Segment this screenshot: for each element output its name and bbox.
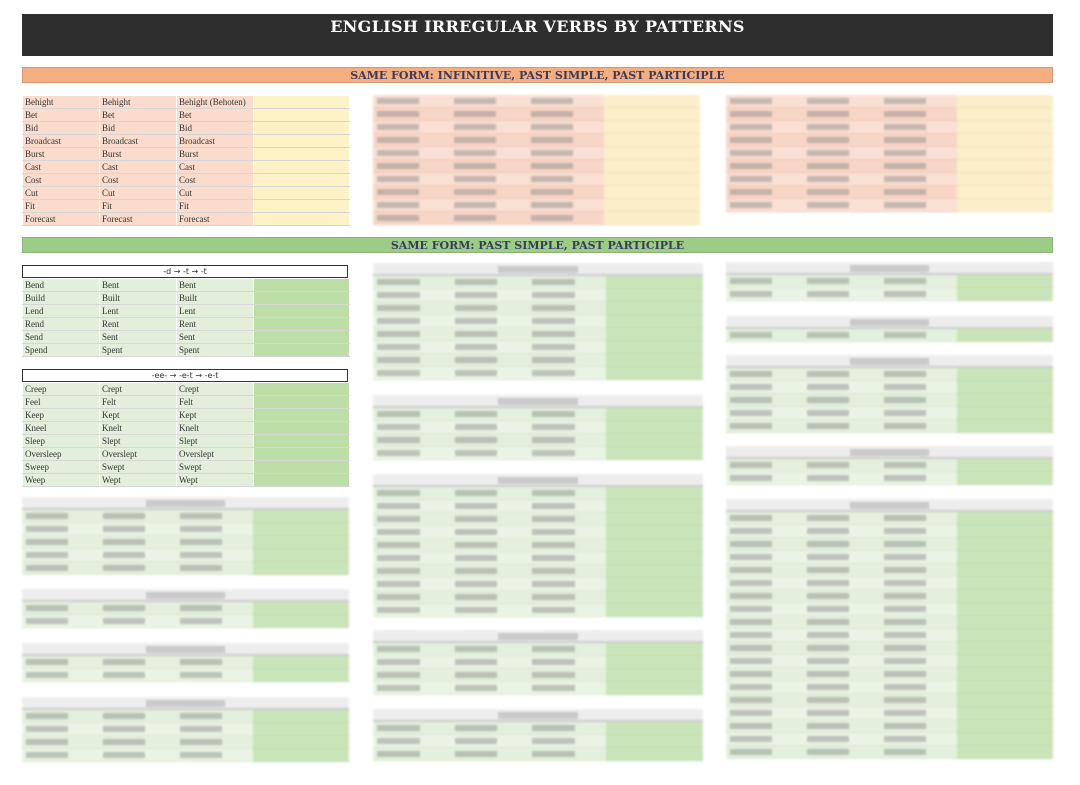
blurred-verb-table — [22, 497, 349, 579]
table-row: Burst Burst Burst — [23, 148, 350, 161]
table-row: Broadcast Broadcast Broadcast — [23, 135, 350, 148]
table-row: Cost Cost Cost — [23, 174, 350, 187]
blurred-verb-table — [22, 697, 349, 763]
table-row: Lend Lent Lent — [23, 305, 350, 318]
table-row: Sweep Swept Swept — [23, 461, 350, 474]
blurred-verb-table — [726, 499, 1053, 763]
table-row: Feel Felt Felt — [23, 396, 350, 409]
section-header-same-past-forms: SAME FORM: PAST SIMPLE, PAST PARTICIPLE — [22, 237, 1053, 253]
table-row: Send Sent Sent — [23, 331, 350, 344]
table-row: Fit Fit Fit — [23, 200, 350, 213]
table-row: Build Built Built — [23, 292, 350, 305]
page-title: ENGLISH IRREGULAR VERBS BY PATTERNS — [22, 14, 1053, 56]
blurred-verb-table — [373, 709, 703, 763]
blurred-verb-table — [726, 355, 1053, 435]
blurred-verb-table — [22, 589, 349, 631]
blurred-verb-table — [726, 95, 1053, 212]
section-header-same-all-forms: SAME FORM: INFINITIVE, PAST SIMPLE, PAST PARTICIPLE — [22, 67, 1053, 83]
table-row: Cast Cast Cast — [23, 161, 350, 174]
verb-table-same-all-forms — [22, 95, 350, 226]
table-row: Weep Wept Wept — [23, 474, 350, 487]
table-row: Creep Crept Crept — [23, 383, 350, 396]
blurred-verb-table — [373, 474, 703, 619]
table-row: Spend Spent Spent — [23, 344, 350, 357]
blurred-verb-table — [726, 262, 1053, 304]
table-row: Bet Bet Bet — [23, 109, 350, 122]
blurred-verb-table — [373, 95, 700, 225]
table-row: Oversleep Overslept Overslept — [23, 448, 350, 461]
blurred-verb-table — [726, 316, 1053, 345]
blurred-verb-table — [373, 263, 703, 385]
table-row: Bid Bid Bid — [23, 122, 350, 135]
blurred-verb-table — [726, 446, 1053, 488]
table-row: Behight Behight Behight (Behoten) — [23, 96, 350, 109]
blurred-verb-table — [22, 643, 349, 685]
verb-table-ee-et — [22, 382, 350, 487]
table-row: Keep Kept Kept — [23, 409, 350, 422]
table-row: Kneel Knelt Knelt — [23, 422, 350, 435]
blurred-verb-table — [373, 630, 703, 696]
table-row: Rend Rent Rent — [23, 318, 350, 331]
blurred-verb-table — [373, 395, 703, 461]
table-row: Bend Bent Bent — [23, 279, 350, 292]
table-row: Cut Cut Cut — [23, 187, 350, 200]
verb-table-d-t — [22, 278, 350, 357]
table-row: Sleep Slept Slept — [23, 435, 350, 448]
pattern-header-ee-et: -ee- → -e-t → -e-t — [22, 369, 348, 382]
pattern-header-d-t: -d → -t → -t — [22, 265, 348, 278]
table-row: Forecast Forecast Forecast — [23, 213, 350, 226]
